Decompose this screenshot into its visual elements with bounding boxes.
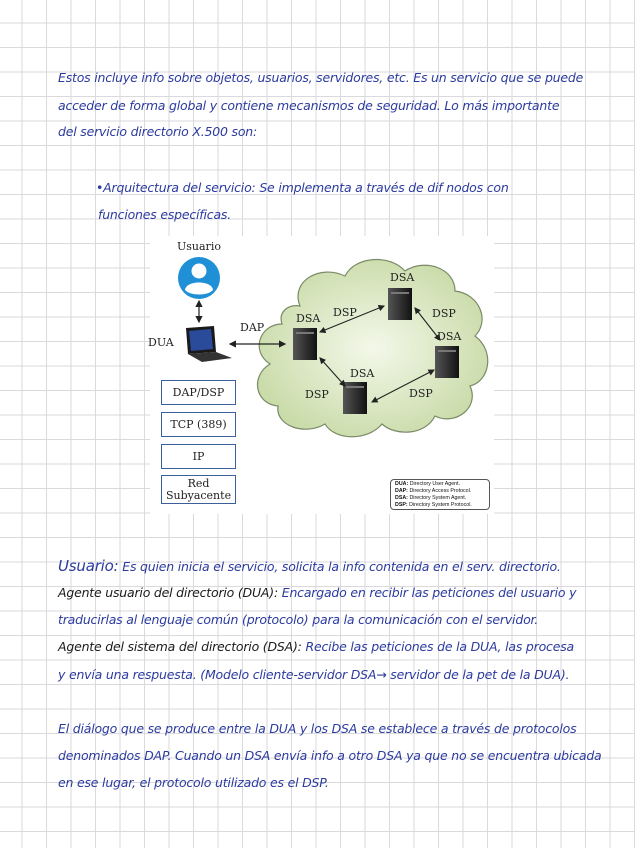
legend-row-dsp: DSP: Directory System Protocol.: [395, 502, 472, 508]
dsp-label-2: DSP: [432, 307, 456, 320]
dsa-server-right-icon: [435, 346, 459, 378]
dsa-definition-cont: y envía una respuesta. (Modelo cliente-servidor DSA→ servidor de la pet de la DUA).: [58, 667, 570, 682]
user-avatar-icon: [178, 257, 220, 299]
legend-row-dsa: DSA: Directory System Agent.: [395, 495, 467, 501]
laptop-icon: [186, 326, 232, 362]
bullet-architecture: •Arquitectura del servicio: Se implementa a través de dif nodos con: [96, 180, 509, 195]
stack-tcp: TCP (389): [161, 412, 236, 437]
legend-row-dap: DAP: Directory Access Protocol.: [395, 488, 472, 494]
intro-line-3: del servicio directorio X.500 son:: [58, 124, 258, 139]
legend-row-dua: DUA: Directory User Agent.: [395, 481, 461, 487]
x500-architecture-diagram: [150, 236, 494, 514]
dialogo-line-1: El diálogo que se produce entre la DUA y los DSA se establece a través de protocolos: [58, 721, 577, 736]
dua-definition-cont: traducirlas al lenguaje común (protocolo) para la comunicación con el servidor.: [58, 612, 539, 627]
usuario-label: Usuario: [177, 240, 221, 253]
dsp-label-4: DSP: [409, 387, 433, 400]
stack-dap-dsp: DAP/DSP: [161, 380, 236, 405]
dsa-server-top-icon: [388, 288, 412, 320]
dialogo-line-3: en ese lugar, el protocolo utilizado es el DSP.: [58, 775, 329, 790]
dsa-label-left: DSA: [296, 312, 321, 325]
dsa-label-bottom: DSA: [350, 367, 375, 380]
dialogo-line-2: denominados DAP. Cuando un DSA envía info a otro DSA ya que no se encuentra ubicada: [58, 748, 602, 763]
dua-definition: Agente usuario del directorio (DUA): Encargado en recibir las peticiones del usuario y: [58, 585, 577, 600]
stack-ip: IP: [161, 444, 236, 469]
dsp-label-1: DSP: [333, 306, 357, 319]
diagram-graphics: [150, 236, 494, 514]
usuario-definition: Usuario: Es quien inicia el servicio, solicita la info contenida en el serv. directorio.: [58, 557, 561, 575]
dua-label: DUA: [148, 336, 174, 349]
dsa-label-top: DSA: [390, 271, 415, 284]
dsa-definition: Agente del sistema del directorio (DSA): Recibe las peticiones de la DUA, las procesa: [58, 639, 574, 654]
intro-line-2: acceder de forma global y contiene mecanismos de seguridad. Lo más importante: [58, 98, 560, 113]
dsa-server-left-icon: [293, 328, 317, 360]
dsa-label-right: DSA: [437, 330, 462, 343]
bullet-architecture-cont: funciones específicas.: [98, 207, 232, 222]
intro-line-1: Estos incluye info sobre objetos, usuarios, servidores, etc. Es un servicio que se puede: [58, 70, 584, 85]
stack-red-subyacente: Red Subyacente: [161, 475, 236, 504]
dsa-server-bottom-icon: [343, 382, 367, 414]
dap-label: DAP: [240, 321, 265, 334]
diagram-legend: [390, 479, 490, 510]
dsp-label-3: DSP: [305, 388, 329, 401]
